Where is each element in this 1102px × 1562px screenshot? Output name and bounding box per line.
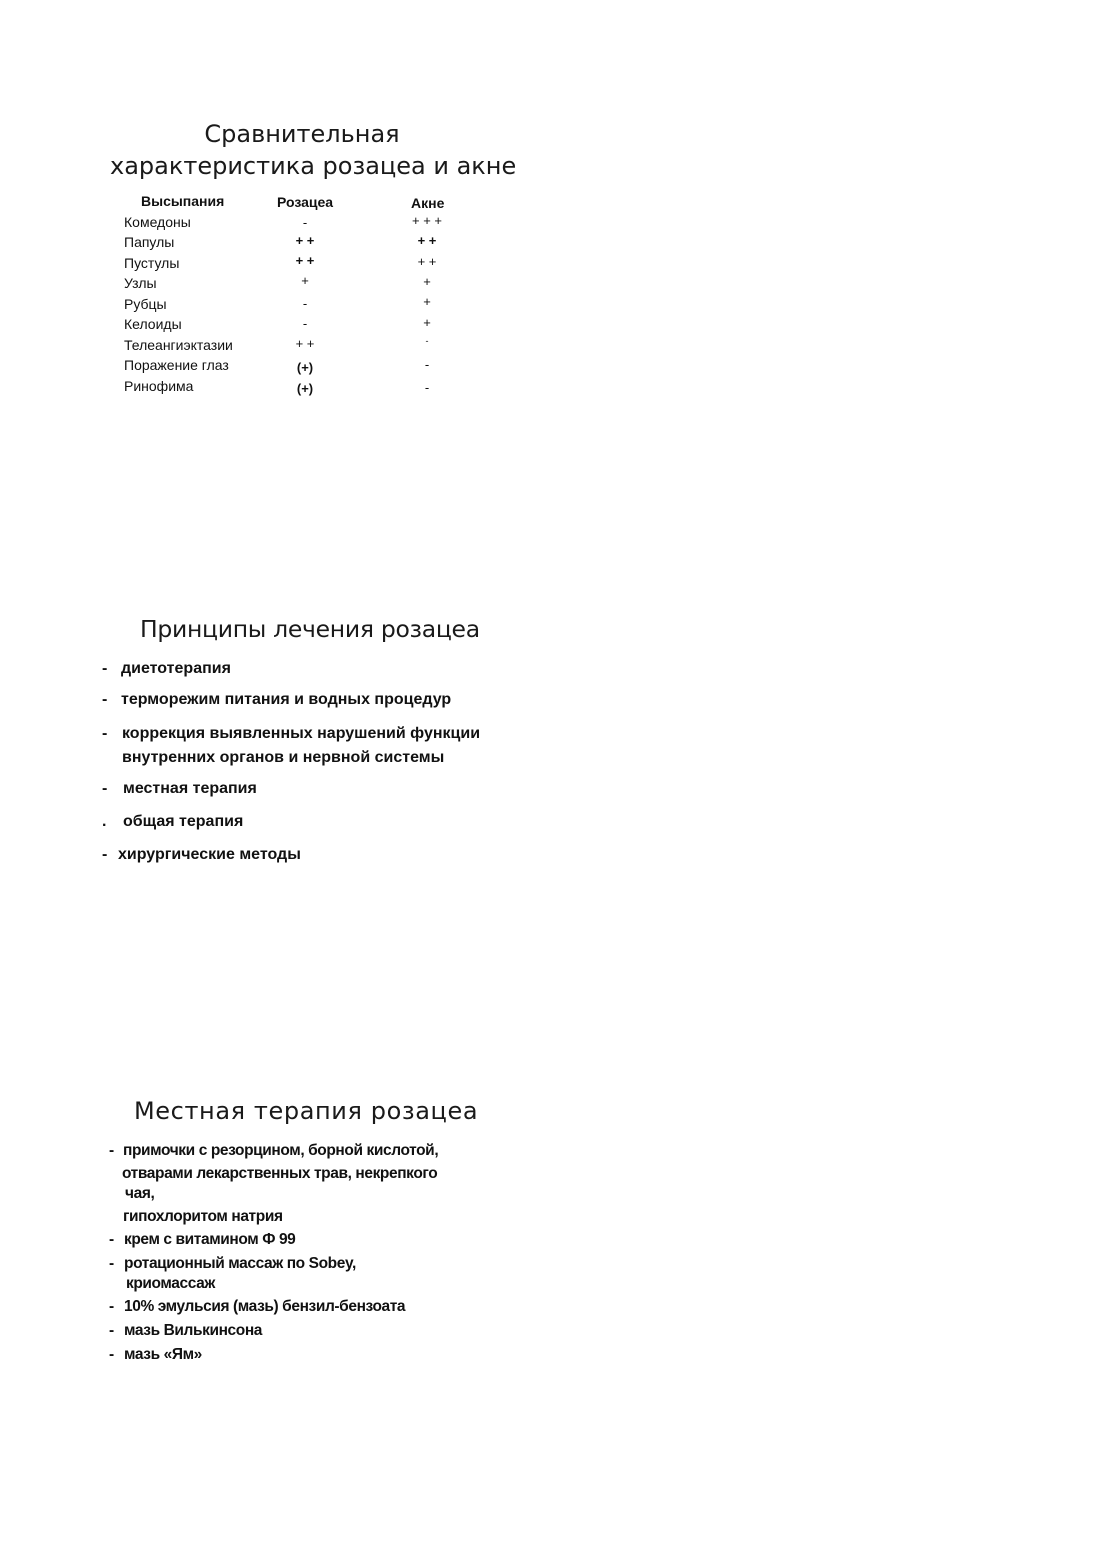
list-marker: . [102,813,107,830]
table-cell-acne: - [425,336,429,346]
list-item-text: общая терапия [123,813,244,830]
list-item-text: криомассаж [126,1275,215,1292]
list-item [102,780,257,798]
table-cell-acne: + [423,315,431,330]
list-item-text: внутренних органов и нервной системы [122,749,445,766]
list-item-text: местная терапия [123,780,257,797]
list-item-text: мазь «Ям» [124,1346,202,1363]
table-cell-acne: + + + [412,213,442,228]
table-row-label: Комедоны [124,214,191,230]
table-cell-rosacea: - [302,296,308,311]
table-cell-acne: + [423,274,431,289]
table-cell-rosacea: + [301,273,309,288]
slide3-title: Местная терапия розацеа [134,1097,479,1125]
table-header-acne: Акне [411,195,445,211]
list-item-text: крем с витамином Ф 99 [124,1231,296,1248]
table-row-label: Рубцы [124,296,167,312]
list-item [109,1142,438,1160]
list-item [122,1165,437,1183]
list-item [125,1185,154,1203]
list-marker: - [102,846,108,863]
list-item [102,749,444,767]
table-cell-rosacea: - [302,316,308,331]
table-cell-rosacea: + + [295,336,315,351]
list-item-text: мазь Вилькинсона [124,1322,263,1339]
table-header-eruptions: Высыпания [141,193,225,209]
list-item [102,691,451,709]
list-item-text: гипохлоритом натрия [123,1208,283,1225]
list-item-text: примочки с резорцином, борной кислотой, [123,1142,439,1159]
table-row-label: Келоиды [124,316,182,332]
list-marker: - [102,725,108,742]
list-item-text: 10% эмульсия (мазь) бензил-бензоата [124,1298,406,1315]
table-row-label: Телеангиэктазии [124,337,233,353]
list-marker: - [102,660,108,677]
list-item [102,725,480,743]
table-row-label: Ринофима [124,378,194,394]
list-item-text: диетотерапия [121,660,231,677]
table-cell-rosacea: (+) [296,381,314,396]
table-row-label: Папулы [124,234,175,250]
table-cell-rosacea: + + [295,233,315,248]
slide1-title-line2: характеристика розацеа и акне [110,152,517,180]
list-marker: - [102,691,108,708]
table-row-label: Узлы [124,275,157,291]
list-item-text: отварами лекарственных трав, некрепкого [122,1165,438,1182]
list-item [123,1208,283,1226]
list-marker: - [109,1346,114,1363]
list-marker: - [102,780,108,797]
list-item [102,813,243,831]
list-item-text: хирургические методы [118,846,301,863]
table-row-label: Пустулы [124,255,180,271]
table-cell-acne: + [423,294,431,309]
list-marker: - [109,1255,114,1272]
list-item-text: ротационный массаж по Sobey, [124,1255,356,1272]
list-item-text: чая, [125,1185,155,1202]
list-marker: - [109,1142,114,1159]
list-item [102,846,301,864]
list-item [109,1231,295,1249]
list-item [109,1322,262,1340]
table-cell-acne: - [424,380,430,395]
slide2-title: Принципы лечения розацеа [140,615,480,643]
list-item [126,1275,215,1293]
table-header-rosacea: Розацеа [277,194,334,210]
table-cell-rosacea: (+) [296,360,314,375]
table-row-label: Поражение глаз [124,357,229,373]
list-item-text: терморежим питания и водных процедур [121,691,452,708]
list-item [102,660,231,678]
list-item [109,1346,202,1364]
list-item-text: коррекция выявленных нарушений функции [122,725,481,742]
list-marker: - [109,1298,114,1315]
table-cell-acne: - [424,357,430,372]
list-item [109,1255,356,1273]
table-cell-acne: + + [417,254,437,269]
table-cell-rosacea: + + [295,253,315,268]
list-item [109,1298,405,1316]
list-marker: - [109,1322,114,1339]
slide1-title-line1: Сравнительная [204,120,400,148]
table-cell-rosacea: - [302,215,308,230]
list-marker: - [109,1231,114,1248]
table-cell-acne: + + [417,233,437,248]
